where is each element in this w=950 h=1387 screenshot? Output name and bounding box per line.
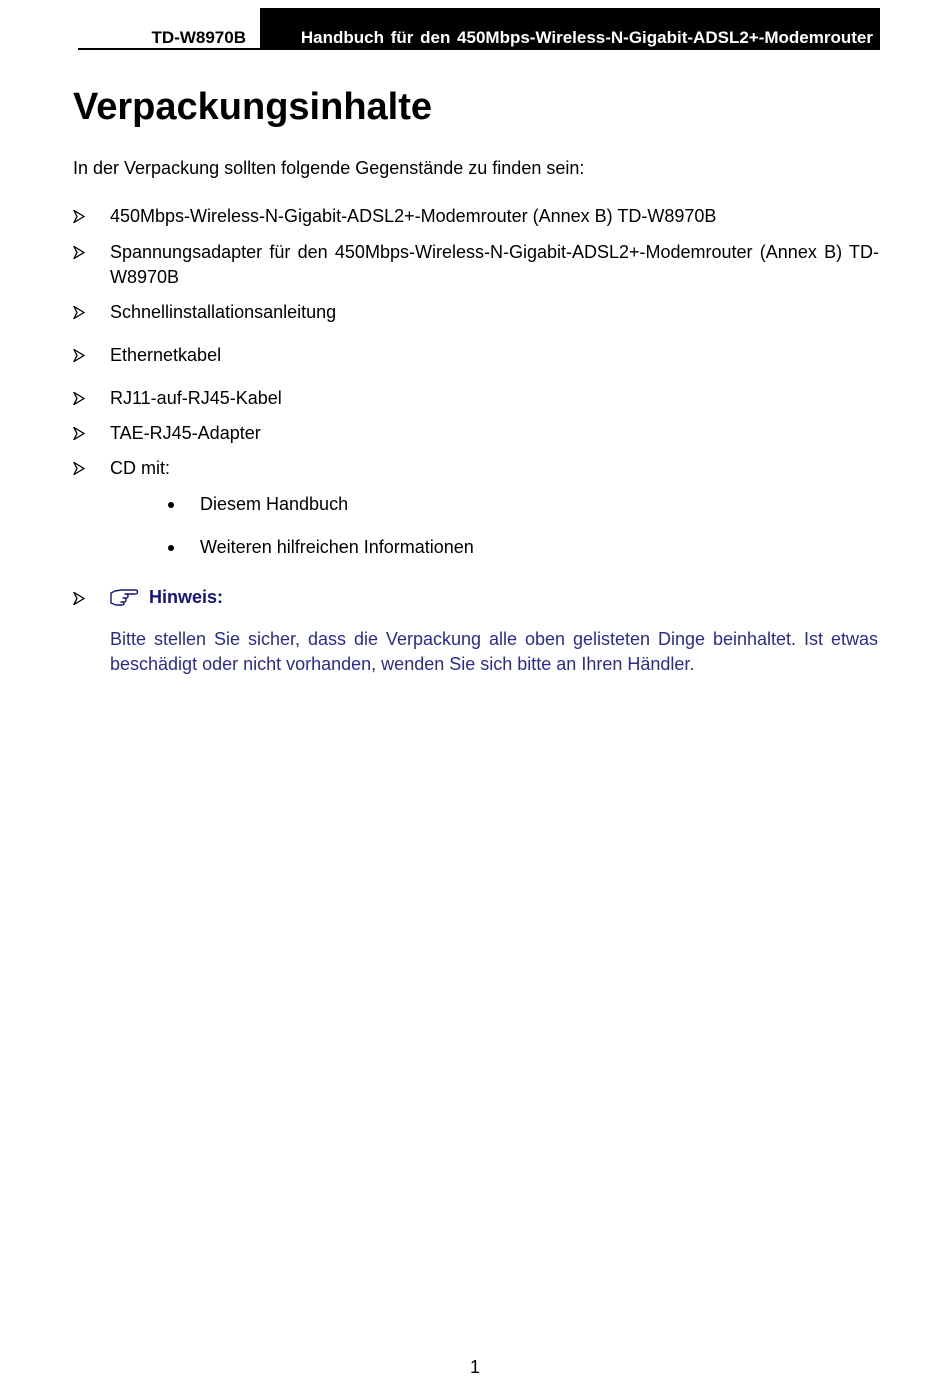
sub-list-item-text: Weiteren hilfreichen Informationen bbox=[200, 537, 474, 557]
sub-list-item-text: Diesem Handbuch bbox=[200, 494, 349, 514]
note-heading bbox=[73, 584, 473, 610]
header-title-bar bbox=[260, 8, 880, 50]
bullet-dot-icon bbox=[168, 545, 174, 551]
list-item bbox=[73, 300, 879, 325]
page-number: 1 bbox=[469, 1357, 480, 1377]
list-item-text: 450Mbps-Wireless-N-Gigabit-ADSL2+-Modemrouter (Annex B) TD-W8970B bbox=[110, 206, 717, 226]
arrow-bullet-icon bbox=[73, 204, 87, 229]
list-item bbox=[73, 240, 879, 290]
pointing-hand-icon bbox=[109, 586, 139, 606]
list-item-text: Schnellinstallationsanleitung bbox=[110, 302, 337, 322]
arrow-bullet-icon bbox=[73, 586, 87, 611]
arrow-bullet-icon bbox=[73, 421, 87, 446]
list-item-text: CD mit: bbox=[110, 458, 170, 478]
list-item-text: TAE-RJ45-Adapter bbox=[110, 423, 261, 443]
page-header bbox=[78, 8, 880, 52]
list-item-text: Ethernetkabel bbox=[110, 345, 222, 365]
intro-text: In der Verpackung sollten folgende Gegenstände zu finden sein: bbox=[73, 158, 585, 178]
arrow-bullet-icon bbox=[73, 240, 87, 265]
arrow-bullet-icon bbox=[73, 386, 87, 411]
list-item bbox=[73, 204, 879, 229]
list-item-text: RJ11-auf-RJ45-Kabel bbox=[110, 388, 282, 408]
note-text: Bitte stellen Sie sicher, dass die Verpackung alle oben gelisteten Dinge beinhaltet. Ist etwas beschädigt oder nicht vorhanden, wenden Sie sich bitte an Ihren Händler. bbox=[110, 629, 878, 674]
note-label: Hinweis: bbox=[149, 587, 224, 607]
list-item bbox=[73, 421, 879, 446]
header-title: Handbuch für den 450Mbps-Wireless-N-Gigabit-ADSL2+-Modemrouter bbox=[300, 28, 873, 47]
page-title: Verpackungsinhalte bbox=[73, 86, 433, 128]
list-item bbox=[73, 343, 879, 368]
arrow-bullet-icon bbox=[73, 300, 87, 325]
header-model-cell bbox=[78, 8, 260, 50]
bullet-dot-icon bbox=[168, 502, 174, 508]
list-item-text: Spannungsadapter für den 450Mbps-Wireless-N-Gigabit-ADSL2+-Modemrouter (Annex B) TD-W8970B bbox=[110, 242, 879, 287]
arrow-bullet-icon bbox=[73, 456, 87, 481]
list-item bbox=[73, 386, 879, 411]
header-model: TD-W8970B bbox=[151, 28, 246, 47]
list-item bbox=[73, 456, 879, 481]
arrow-bullet-icon bbox=[73, 343, 87, 368]
